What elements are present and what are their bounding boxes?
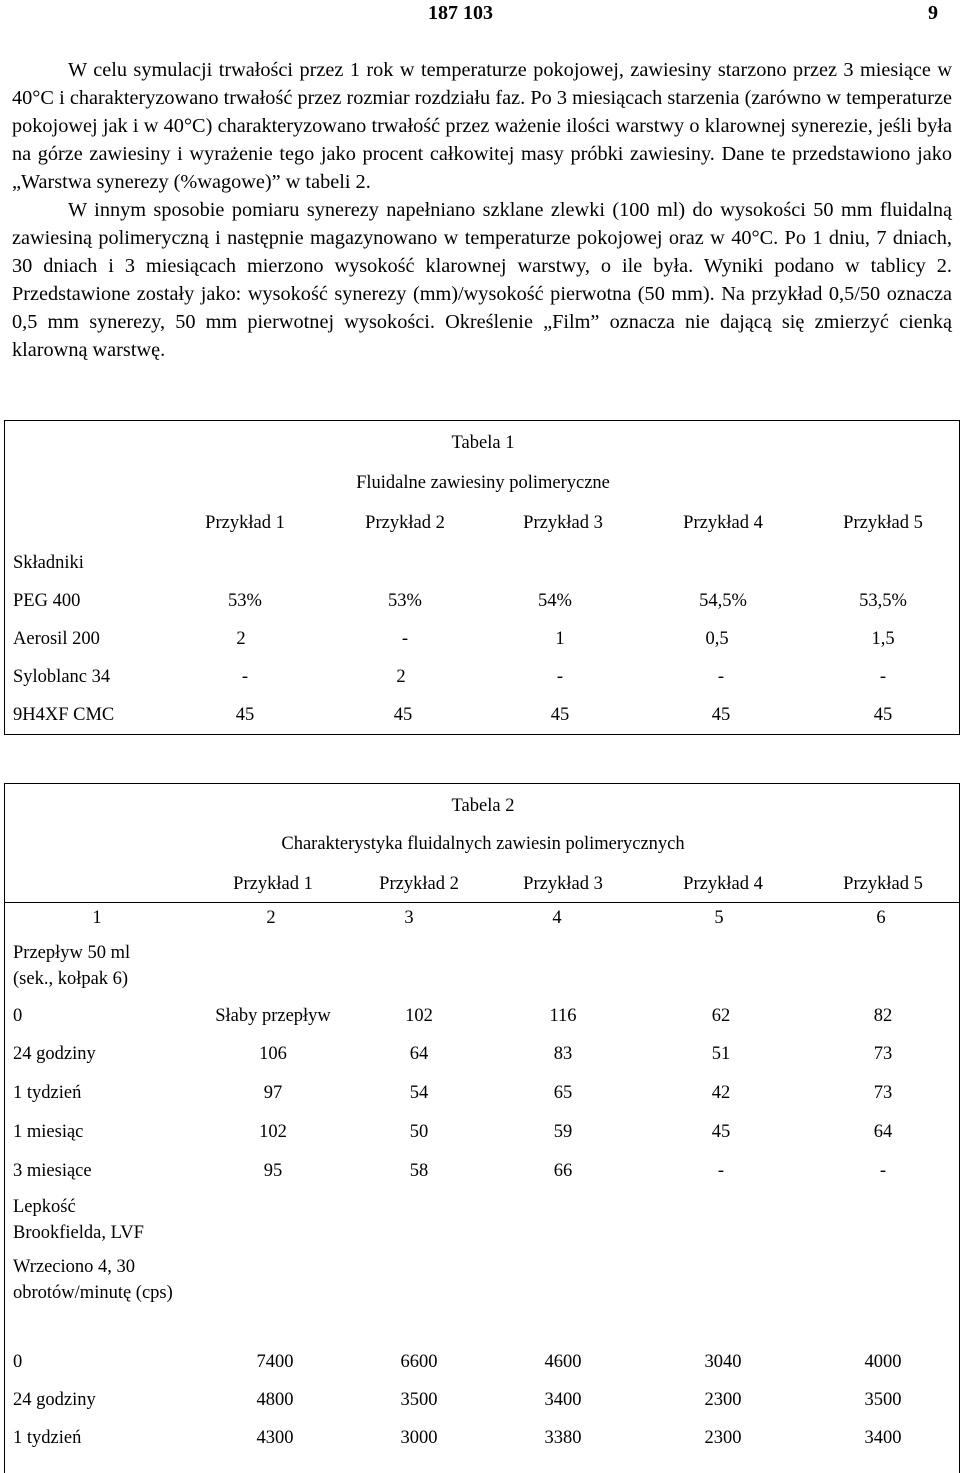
table-cell: 2300 [704, 1390, 742, 1410]
table-cell: 6600 [400, 1352, 438, 1372]
row-label: 0 [13, 1352, 23, 1372]
table-cell: 54 [409, 1083, 429, 1103]
column-number: 3 [404, 908, 414, 928]
table-title: Tabela 1 [451, 433, 515, 453]
column-number: 6 [876, 908, 886, 928]
row-label: 9H4XF CMC [13, 705, 115, 725]
table-cell: 54,5% [699, 591, 747, 611]
table-cell: 58 [409, 1161, 429, 1181]
row-label: Aerosil 200 [13, 629, 100, 649]
table-cell: 1 [555, 629, 565, 649]
table-cell: 45 [873, 705, 893, 725]
table-cell: 3500 [400, 1390, 438, 1410]
table-cell: 3000 [400, 1428, 438, 1448]
table-cell: 53,5% [859, 591, 907, 611]
table-cell: 116 [549, 1006, 577, 1026]
table-cell: 3400 [864, 1428, 902, 1448]
table-cell: 66 [553, 1161, 573, 1181]
table-cell: 45 [711, 705, 731, 725]
table-cell: 0,5 [705, 629, 729, 649]
paragraph: W celu symulacji trwałości przez 1 rok w temperaturze pokojowej, zawiesiny starzono przez 3 miesiące w 40°C i charakteryzowano trwałość przez rozmiar rozdziału faz. Po 3 miesiącach starzenia (zarówno w temperaturze pokojowej jak i w 40°C) charakteryzowano trwałość przez ważenie ilości warstwy o klarownej synerezie, jeśli była na górze zawiesiny i wyrażenie tego jako procent całkowitej masy próbki zawiesiny. Dane te przedstawiono jako „Warstwa synerezy (%wagowe)” w tabeli 2. [12, 59, 952, 193]
table-cell: 3380 [544, 1428, 582, 1448]
column-number: 5 [714, 908, 724, 928]
table-cell: 4000 [864, 1352, 902, 1372]
table-cell: 3500 [864, 1390, 902, 1410]
section-label: Lepkość Brookfielda, LVF [13, 1197, 144, 1243]
page-header [0, 2, 960, 26]
table-cell: 42 [711, 1083, 731, 1103]
row-label: 24 godziny [13, 1044, 96, 1064]
row-label: 1 miesiąc [13, 1122, 84, 1142]
table-cell: 45 [235, 705, 255, 725]
table-cell: 59 [553, 1122, 573, 1142]
table-cell: 64 [409, 1044, 429, 1064]
table-cell: 50 [409, 1122, 429, 1142]
column-header: Przykład 5 [843, 513, 923, 533]
column-header: Przykład 1 [205, 513, 285, 533]
table-cell: 45 [550, 705, 570, 725]
table-cell: 51 [711, 1044, 731, 1064]
table-cell: 65 [553, 1083, 573, 1103]
table-1 [4, 420, 960, 735]
column-header: Przykład 2 [365, 513, 445, 533]
table-cell: 62 [711, 1006, 731, 1026]
page-number: 9 [928, 2, 938, 24]
table-cell: 83 [553, 1044, 573, 1064]
row-label: 1 tydzień [13, 1428, 82, 1448]
table-cell: 3400 [544, 1390, 582, 1410]
table-2 [4, 783, 960, 1473]
column-header: Przykład 1 [233, 874, 313, 894]
table-cell: 73 [873, 1044, 893, 1064]
table-cell: - [401, 629, 409, 649]
table-subtitle: Charakterystyka fluidalnych zawiesin polimerycznych [281, 834, 685, 854]
table-cell: 45 [393, 705, 413, 725]
table-subtitle: Fluidalne zawiesiny polimeryczne [356, 473, 610, 493]
table-cell: - [879, 667, 887, 687]
table-cell: - [717, 667, 725, 687]
table-cell: 106 [259, 1044, 287, 1064]
table-cell: 73 [873, 1083, 893, 1103]
row-label: PEG 400 [13, 591, 81, 611]
table-cell: 2 [396, 667, 406, 687]
table-cell: 4600 [544, 1352, 582, 1372]
table-cell: 2300 [704, 1428, 742, 1448]
column-number: 1 [92, 908, 102, 928]
column-header: Przykład 3 [523, 513, 603, 533]
column-header: Przykład 3 [523, 874, 603, 894]
patent-number: 187 103 [428, 2, 493, 24]
row-label: 24 godziny [13, 1390, 96, 1410]
table-cell: 102 [405, 1006, 433, 1026]
column-header: Przykład 4 [683, 513, 763, 533]
table-cell: 3040 [704, 1352, 742, 1372]
table-cell: 97 [263, 1083, 283, 1103]
column-header: Przykład 4 [683, 874, 763, 894]
table-cell: 4800 [256, 1390, 294, 1410]
section-label: Wrzeciono 4, 30 obrotów/minutę (cps) [13, 1257, 173, 1303]
table-cell: - [556, 667, 564, 687]
table-cell: - [879, 1161, 887, 1181]
table-cell: - [717, 1161, 725, 1181]
column-number: 4 [552, 908, 562, 928]
row-label: Syloblanc 34 [13, 667, 111, 687]
body-text [12, 56, 952, 364]
table-cell: 53% [388, 591, 422, 611]
table-cell: 53% [228, 591, 262, 611]
row-label: 1 tydzień [13, 1083, 82, 1103]
row-header: Składniki [13, 553, 84, 573]
table-cell: 2 [236, 629, 246, 649]
table-cell: 82 [873, 1006, 893, 1026]
table-cell: 54% [538, 591, 572, 611]
table-cell: Słaby przepływ [215, 1006, 331, 1026]
column-header: Przykład 5 [843, 874, 923, 894]
section-label: Przepływ 50 ml (sek., kołpak 6) [13, 943, 131, 989]
column-number: 2 [266, 908, 276, 928]
column-header: Przykład 2 [379, 874, 459, 894]
table-cell: - [241, 667, 249, 687]
row-label: 0 [13, 1006, 23, 1026]
table-cell: 95 [263, 1161, 283, 1181]
table-cell: 64 [873, 1122, 893, 1142]
table-cell: 7400 [256, 1352, 294, 1372]
row-label: 3 miesiące [13, 1161, 92, 1181]
header-divider [5, 902, 959, 903]
table-title: Tabela 2 [451, 796, 515, 816]
table-cell: 102 [259, 1122, 287, 1142]
paragraph: W innym sposobie pomiaru synerezy napełniano szklane zlewki (100 ml) do wysokości 50 mm fluidalną zawiesiną polimeryczną i następnie magazynowano w temperaturze pokojowej oraz w 40°C. Po 1 dniu, 7 dniach, 30 dniach i 3 miesiącach mierzono wysokość klarownej warstwy, o ile była. Wyniki podano w tablicy 2. Przedstawione zostały jako: wysokość synerezy (mm)/wysokość pierwotna (50 mm). Na przykład 0,5/50 oznacza 0,5 mm synerezy, 50 mm pierwotnej wysokości. Określenie „Film” oznacza nie dającą się zmierzyć cienką klarowną warstwę. [12, 199, 952, 361]
table-cell: 45 [711, 1122, 731, 1142]
table-cell: 4300 [256, 1428, 294, 1448]
table-cell: 1,5 [871, 629, 895, 649]
